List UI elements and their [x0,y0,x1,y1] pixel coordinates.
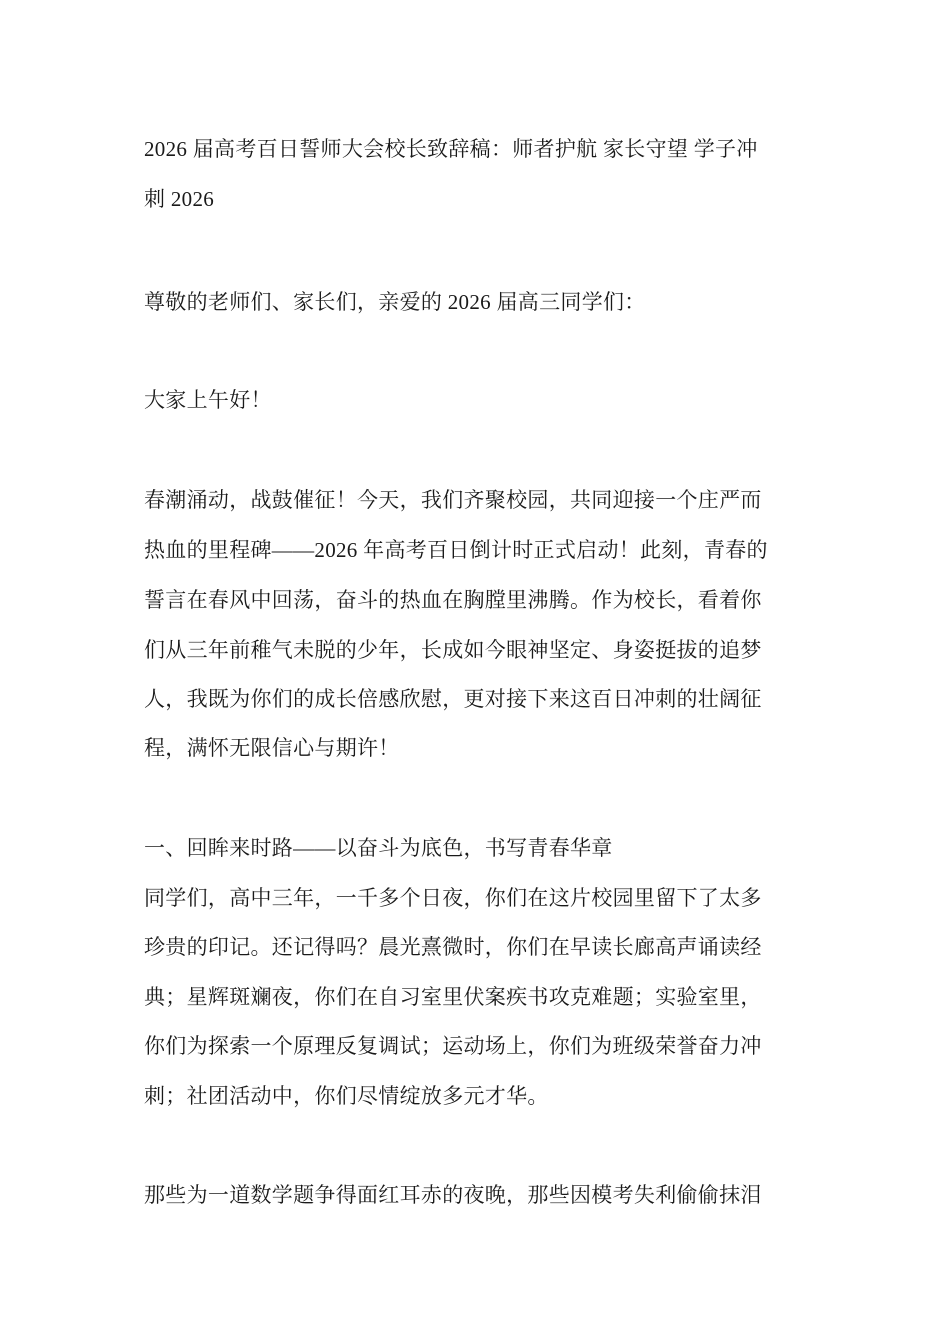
paragraph-1-line-6: 程，满怀无限信心与期许！ [144,736,400,760]
section-1-heading: 一、回眸来时路——以奋斗为底色，书写青春华章 [144,836,613,860]
paragraph-1-line-1: 春潮涌动，战鼓催征！今天，我们齐聚校园，共同迎接一个庄严而 [144,488,762,512]
salutation: 尊敬的老师们、家长们，亲爱的 2026 届高三同学们： [144,290,646,314]
paragraph-1-line-2: 热血的里程碑——2026 年高考百日倒计时正式启动！此刻，青春的 [144,538,768,562]
paragraph-1-line-4: 们从三年前稚气未脱的少年，长成如今眼神坚定、身姿挺拔的追梦 [144,638,762,662]
paragraph-1-line-5: 人，我既为你们的成长倍感欣慰，更对接下来这百日冲刺的壮阔征 [144,687,762,711]
paragraph-1-line-3: 誓言在春风中回荡，奋斗的热血在胸膛里沸腾。作为校长，看着你 [144,588,762,612]
paragraph-2-line-4: 你们为探索一个原理反复调试；运动场上，你们为班级荣誉奋力冲 [144,1034,762,1058]
document-title-line-1: 2026 届高考百日誓师大会校长致辞稿：师者护航 家长守望 学子冲 [144,137,758,161]
document-title-line-2: 刺 2026 [144,187,215,211]
paragraph-2-line-2: 珍贵的印记。还记得吗？晨光熹微时，你们在早读长廊高声诵读经 [144,935,762,959]
paragraph-3-line-1: 那些为一道数学题争得面红耳赤的夜晚，那些因模考失利偷偷抹泪 [144,1183,762,1207]
paragraph-2-line-3: 典；星辉斑斓夜，你们在自习室里伏案疾书攻克难题；实验室里， [144,985,762,1009]
paragraph-2-line-5: 刺；社团活动中，你们尽情绽放多元才华。 [144,1084,549,1108]
paragraph-2-line-1: 同学们，高中三年，一千多个日夜，你们在这片校园里留下了太多 [144,886,762,910]
greeting: 大家上午好！ [144,388,272,412]
